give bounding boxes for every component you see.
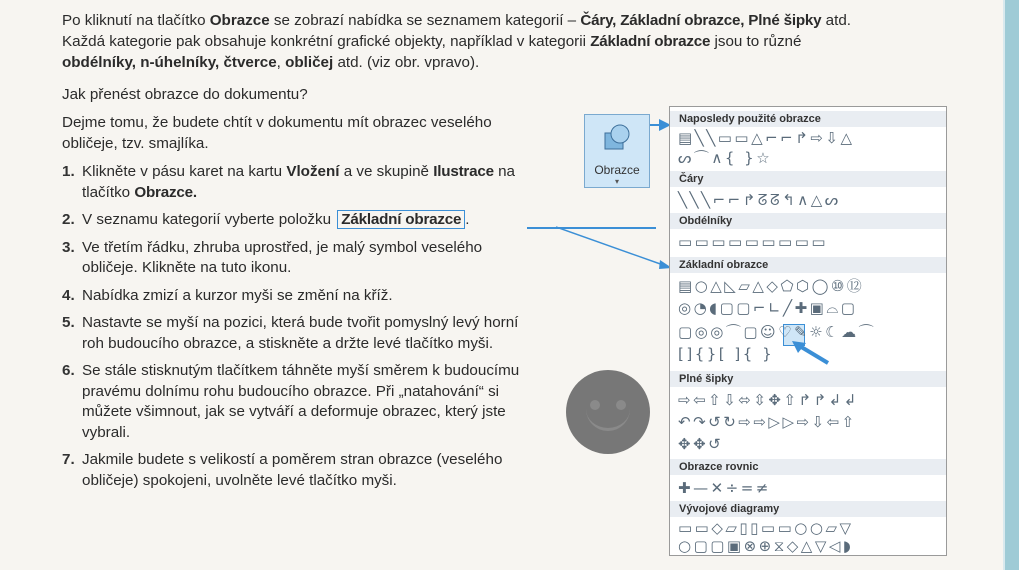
category-header: Základní obrazce xyxy=(670,257,946,273)
step-item: 5. Nastavte se myší na pozici, která bude tvořit pomyslný levý horní roh budoucího obrazce, a stiskněte a držte levé tlačítko myši. xyxy=(62,314,519,352)
smiley-face-shape xyxy=(566,370,650,454)
step-item: 2. V seznamu kategorií vyberte položku Základní obrazce . xyxy=(62,211,470,228)
shape-row[interactable]: ▤╲╲▭▭△⌐⌐↱⇨⇩△ xyxy=(678,129,855,147)
shape-row[interactable]: ╲╲╲⌐⌐↱ᘔᘔ↰∧△ᔕ xyxy=(678,191,841,209)
steps-list xyxy=(62,162,552,491)
step-item: 4. Nabídka zmizí a kurzor myši se změní na kříž. xyxy=(62,286,393,304)
category-header: Čáry xyxy=(670,171,946,187)
shape-row[interactable]: ✥✥↺ xyxy=(678,435,724,453)
step-item: 7. Jakmile budete s velikostí a poměrem stran obrazce (veselého obličeje) spokojeni, uvolněte levé tlačítko myši. xyxy=(62,451,503,489)
category-header: Obrazce rovnic xyxy=(670,459,946,475)
steps-section xyxy=(62,113,552,498)
shape-row[interactable]: ▢◎◎⌒▢☺♡✎☼☾☁⌒ xyxy=(678,323,877,341)
step-item: 6. Se stále stisknutým tlačítkem táhněte myší směrem k budoucímu pravému dolnímu rohu budoucího obrazce. Při „natahování“ si můžete všimnout, jak se vytváří a deformuje obrazec, který jste vybrali. xyxy=(62,362,520,441)
shape-row[interactable]: ᔕ⌒∧{ }☆ xyxy=(678,149,773,167)
shape-row[interactable]: ✚—✕÷=≠ xyxy=(678,479,771,497)
category-header: Vývojové diagramy xyxy=(670,501,946,517)
step-item: 1. Klikněte v pásu karet na kartu Vložení a ve skupině Ilustrace na tlačítko Obrazce. xyxy=(62,163,515,201)
category-header: Plné šipky xyxy=(670,371,946,387)
shape-row[interactable]: ▭▭◇▱▯▯▭▭○○▱▽ xyxy=(678,519,854,537)
right-edge-strip xyxy=(1005,0,1019,570)
shape-row[interactable]: ○▢▢▣⊗⊕⧖◇△▽◁◗ xyxy=(678,537,854,555)
shape-row[interactable]: ⇨⇦⇧⇩⬄⇳✥⇧↱↱↲↲ xyxy=(678,391,859,409)
step-item: 3. Ve třetím řádku, zhruba uprostřed, je malý symbol veselého obličeje. Klikněte na tuto ikonu. xyxy=(62,238,483,276)
shape-row[interactable]: []{}[ ]{ } xyxy=(678,345,775,363)
callout-step2-connector xyxy=(556,226,676,270)
shapes-button-label: Obrazce xyxy=(594,163,640,177)
shape-row[interactable]: ↶↷↺↻⇨⇨▷▷⇨⇩⇦⇧ xyxy=(678,413,857,431)
intro-paragraph: Po kliknutí na tlačítko Obrazce se zobrazí nabídka se seznamem kategorií – Čáry, Základní obrazce, Plné šipky atd. Každá kategorie pak obsahuje konkrétní grafické objekty, například v kategorii Základní obrazce jsou to různé obdélníky, n-úhelníky, čtverce, obličej atd. (viz obr. vpravo). xyxy=(62,12,851,71)
pointer-arrow-icon xyxy=(790,341,830,367)
shape-row[interactable]: ▤○△◺▱△◇⬠⬡◯⑩⑫ xyxy=(678,277,865,295)
shapes-icon xyxy=(603,123,631,153)
shapes-button[interactable] xyxy=(584,114,650,188)
shape-row[interactable]: ▭▭▭▭▭▭▭▭▭ xyxy=(678,233,829,251)
shape-row[interactable]: ◎◔◖▢▢⌐∟╱✚▣⌓▢ xyxy=(678,299,858,317)
category-header: Obdélníky xyxy=(670,213,946,229)
chevron-down-icon: ▾ xyxy=(614,177,619,186)
lead-paragraph: Dejme tomu, že budete chtít v dokumentu mít obrazec veselého obličeje, tzv. smajlíka. xyxy=(62,114,492,152)
question-heading: Jak přenést obrazce do dokumentu? xyxy=(62,86,308,103)
category-header: Naposledy použité obrazce xyxy=(670,111,946,127)
shapes-gallery xyxy=(669,106,947,556)
highlighted-category: Základní obrazce xyxy=(337,210,465,229)
